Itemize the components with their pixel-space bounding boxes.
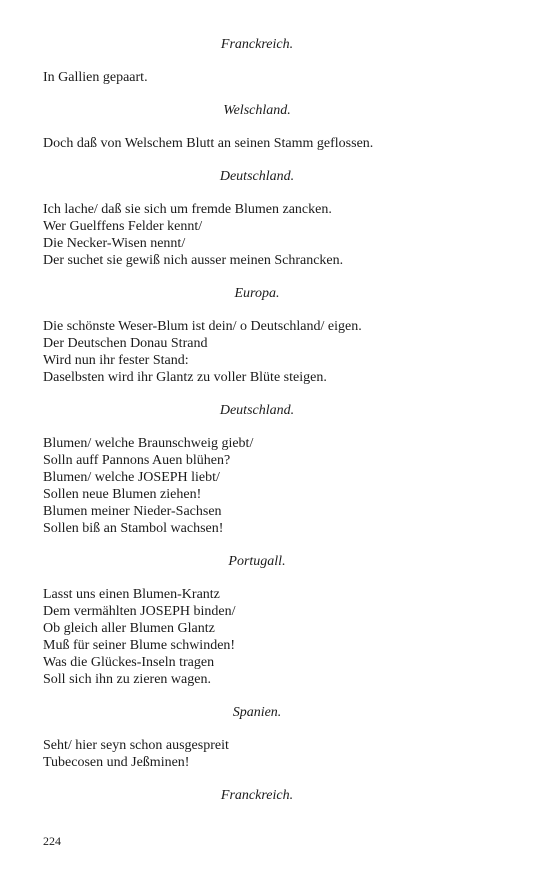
stanza	[43, 737, 467, 771]
speaker-heading: Franckreich.	[220, 788, 294, 803]
speaker-heading: Deutschland.	[219, 169, 295, 184]
verse-line: Blumen meiner Nieder-Sachsen	[43, 504, 222, 519]
stanza	[43, 135, 467, 152]
verse-line: Daselbsten wird ihr Glantz zu voller Blüte steigen.	[43, 370, 327, 385]
verse-line: Wird nun ihr fester Stand:	[43, 353, 189, 368]
verse-line: Wer Guelffens Felder kennt/	[43, 219, 203, 234]
verse-line: Muß für seiner Blume schwinden!	[43, 638, 236, 653]
verse-line: Solln auff Pannons Auen blühen?	[43, 453, 231, 468]
verse-line: Der suchet sie gewiß nich ausser meinen Schrancken.	[43, 253, 344, 268]
verse-line: Der Deutschen Donau Strand	[43, 336, 208, 351]
verse-line: Sollen neue Blumen ziehen!	[43, 487, 202, 502]
stanza	[43, 318, 467, 386]
verse-line: Lasst uns einen Blumen-Krantz	[43, 587, 220, 602]
verse-line: Blumen/ welche JOSEPH liebt/	[43, 470, 220, 485]
speaker-heading: Franckreich.	[220, 37, 294, 52]
verse-line: Dem vermählten JOSEPH binden/	[43, 604, 236, 619]
stanza	[43, 586, 467, 688]
verse-line: Was die Glückes-Inseln tragen	[43, 655, 215, 670]
verse-line: Die schönste Weser-Blum ist dein/ o Deutschland/ eigen.	[43, 319, 362, 334]
stanza	[43, 69, 467, 86]
verse-line: Soll sich ihn zu zieren wagen.	[43, 672, 211, 687]
speaker-heading: Portugall.	[228, 554, 286, 569]
verse-line: Doch daß von Welschem Blutt an seinen Stamm geflossen.	[43, 136, 374, 151]
speaker-heading: Europa.	[234, 286, 280, 301]
stanza	[43, 435, 467, 537]
verse-line: Blumen/ welche Braunschweig giebt/	[43, 436, 254, 451]
speaker-heading: Deutschland.	[219, 403, 295, 418]
page-number: 224	[43, 834, 61, 848]
verse-line: Ich lache/ daß sie sich um fremde Blumen zancken.	[43, 202, 332, 217]
verse-line: In Gallien gepaart.	[43, 70, 148, 85]
stanza	[43, 201, 467, 269]
speaker-heading: Spanien.	[232, 705, 282, 720]
verse-line: Sollen biß an Stambol wachsen!	[43, 521, 224, 536]
verse-line: Ob gleich aller Blumen Glantz	[43, 621, 215, 636]
speaker-heading: Welschland.	[223, 103, 291, 118]
verse-line: Seht/ hier seyn schon ausgespreit	[43, 738, 229, 753]
page-body	[43, 36, 467, 820]
verse-line: Die Necker-Wisen nennt/	[43, 236, 186, 251]
verse-line: Tubecosen und Jeßminen!	[43, 755, 190, 770]
